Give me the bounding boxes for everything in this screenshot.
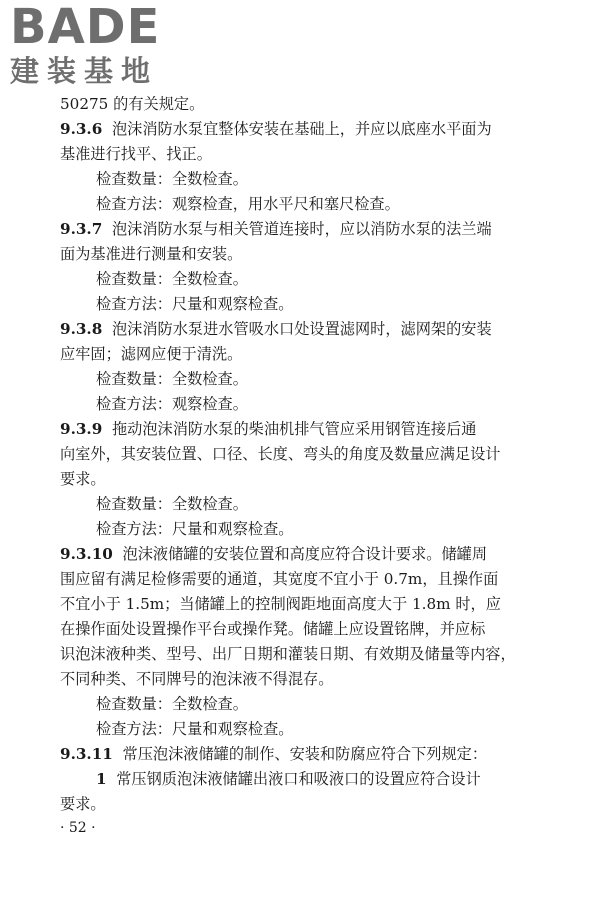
clause-text: 常压泡沫液储罐的制作、安装和防腐应符合下列规定： — [122, 745, 488, 763]
inspection-quantity: 检查数量：全数检查。 — [96, 170, 248, 188]
clause-number: 9.3.9 — [60, 420, 103, 438]
inspection-method: 检查方法：尺量和观察检查。 — [96, 520, 294, 538]
text-line: 应牢固；滤网应便于清洗。 — [60, 345, 243, 363]
clause-text: 泡沫消防水泵进水管吸水口处设置滤网时，滤网架的安装 — [111, 320, 492, 338]
clause-number: 9.3.11 — [60, 745, 113, 763]
clause-9-3-11 — [60, 742, 540, 767]
clause-9-3-9 — [60, 417, 540, 442]
text-line: 在操作面处设置操作平台或操作凳。储罐上应设置铭牌，并应标 — [60, 620, 486, 638]
inspection-method: 检查方法：尺量和观察检查。 — [96, 720, 294, 738]
text-line: 面为基准进行测量和安装。 — [60, 245, 243, 263]
inspection-method: 检查方法：尺量和观察检查。 — [96, 295, 294, 313]
clause-text: 泡沫消防水泵宜整体安装在基础上，并应以底座水平面为 — [111, 120, 492, 138]
text-line: 50275 的有关规定。 — [60, 95, 205, 113]
list-item-1 — [60, 767, 540, 792]
clause-9-3-10 — [60, 542, 540, 567]
clause-number: 9.3.6 — [60, 120, 103, 138]
text-line: 要求。 — [60, 795, 106, 813]
brand-logo — [10, 0, 180, 88]
text-line: 不同种类、不同牌号的泡沫液不得混存。 — [60, 670, 334, 688]
text-line: 向室外，其安装位置、口径、长度、弯头的角度及数量应满足设计 — [60, 445, 501, 463]
logo-subtitle: 建装基地 — [10, 54, 159, 88]
text-line: 要求。 — [60, 470, 106, 488]
inspection-method: 检查方法：观察检查，用水平尺和塞尺检查。 — [96, 195, 400, 213]
text-line: 基准进行找平、找正。 — [60, 145, 212, 163]
inspection-quantity: 检查数量：全数检查。 — [96, 495, 248, 513]
logo-wordmark: BADE — [10, 0, 161, 55]
inspection-quantity: 检查数量：全数检查。 — [96, 370, 248, 388]
clause-text: 泡沫消防水泵与相关管道连接时，应以消防水泵的法兰端 — [111, 220, 492, 238]
text-line: 识泡沫液种类、型号、出厂日期和灌装日期、有效期及储量等内容， — [60, 645, 516, 663]
text-line: 围应留有满足检修需要的通道，其宽度不宜小于 0.7m，且操作面 — [60, 570, 499, 588]
item-number: 1 — [96, 770, 107, 788]
clause-text: 拖动泡沫消防水泵的柴油机排气管应采用钢管连接后通 — [111, 420, 477, 438]
page-number: · 52 · — [60, 820, 96, 836]
inspection-quantity: 检查数量：全数检查。 — [96, 695, 248, 713]
item-text: 常压钢质泡沫液储罐出液口和吸液口的设置应符合设计 — [116, 770, 481, 788]
text-line: 不宜小于 1.5m；当储罐上的控制阀距地面高度大于 1.8m 时，应 — [60, 595, 501, 613]
inspection-method: 检查方法：观察检查。 — [96, 395, 248, 413]
clause-number: 9.3.8 — [60, 320, 103, 338]
clause-number: 9.3.10 — [60, 545, 113, 563]
clause-9-3-8 — [60, 317, 540, 342]
clause-9-3-7 — [60, 217, 540, 242]
clause-text: 泡沫液储罐的安装位置和高度应符合设计要求。储罐周 — [122, 545, 488, 563]
clause-9-3-6 — [60, 117, 540, 142]
inspection-quantity: 检查数量：全数检查。 — [96, 270, 248, 288]
clause-number: 9.3.7 — [60, 220, 103, 238]
document-body — [60, 92, 540, 817]
